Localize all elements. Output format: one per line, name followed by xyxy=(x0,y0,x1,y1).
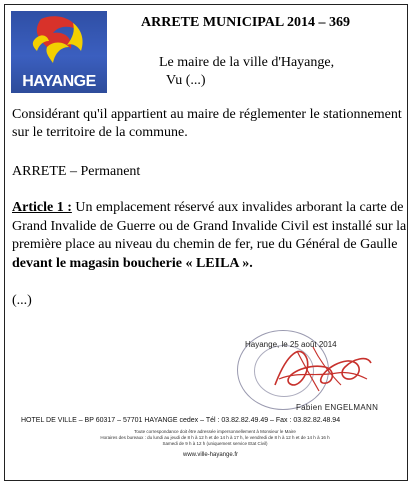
omission-mark: (...) xyxy=(12,293,32,308)
document-frame xyxy=(4,4,408,481)
article-text: Un emplacement réservé aux invalides arborant la carte de Grand Invalide de Guerre ou de Grand Invalide Civil est installé sur la première place au niveau du chemin de fer, rue du Général de Gaulle xyxy=(12,200,407,252)
article-1 xyxy=(12,199,410,273)
page-title: ARRETE MUNICIPAL 2014 – 369 xyxy=(141,15,350,30)
vu-line: Vu (...) xyxy=(166,73,206,88)
mayor-signature xyxy=(267,333,377,403)
place-date: Hayange, le 25 août 2014 xyxy=(245,340,337,349)
hayange-logo xyxy=(11,11,107,93)
signer-name: Fabien ENGELMANN xyxy=(296,403,379,412)
mayor-line: Le maire de la ville d'Hayange, xyxy=(159,55,335,70)
considering-paragraph: Considérant qu'il appartient au maire de réglementer le stationnement sur le territoire de la commune. xyxy=(12,107,402,140)
footer-website: www.ville-hayange.fr xyxy=(183,452,239,458)
article-emphasis: devant le magasin boucherie « LEILA ». xyxy=(12,255,253,271)
logo-wordmark: HAYANGE xyxy=(22,73,96,90)
footer-address: HOTEL DE VILLE – BP 60317 – 57701 HAYANGE cedex – Tél : 03.82.82.49.49 – Fax : 03.82.82.48.94 xyxy=(21,417,341,424)
decree-type: ARRETE – Permanent xyxy=(12,164,141,179)
footer-hours: Horaires des bureaux : du lundi au jeudi de 8 h à 12 h et de 14 h à 17 h, le vendredi de 8 h à 12 h et de 14 h à 16 h xyxy=(100,435,330,440)
article-label: Article 1 : xyxy=(12,200,72,215)
footer-saturday: Samedi de 9 h à 12 h (uniquement service Etat Civil) xyxy=(162,441,268,446)
footer-note: Toute correspondance doit être adressée impersonnellement à Monsieur le Maire xyxy=(134,429,296,434)
